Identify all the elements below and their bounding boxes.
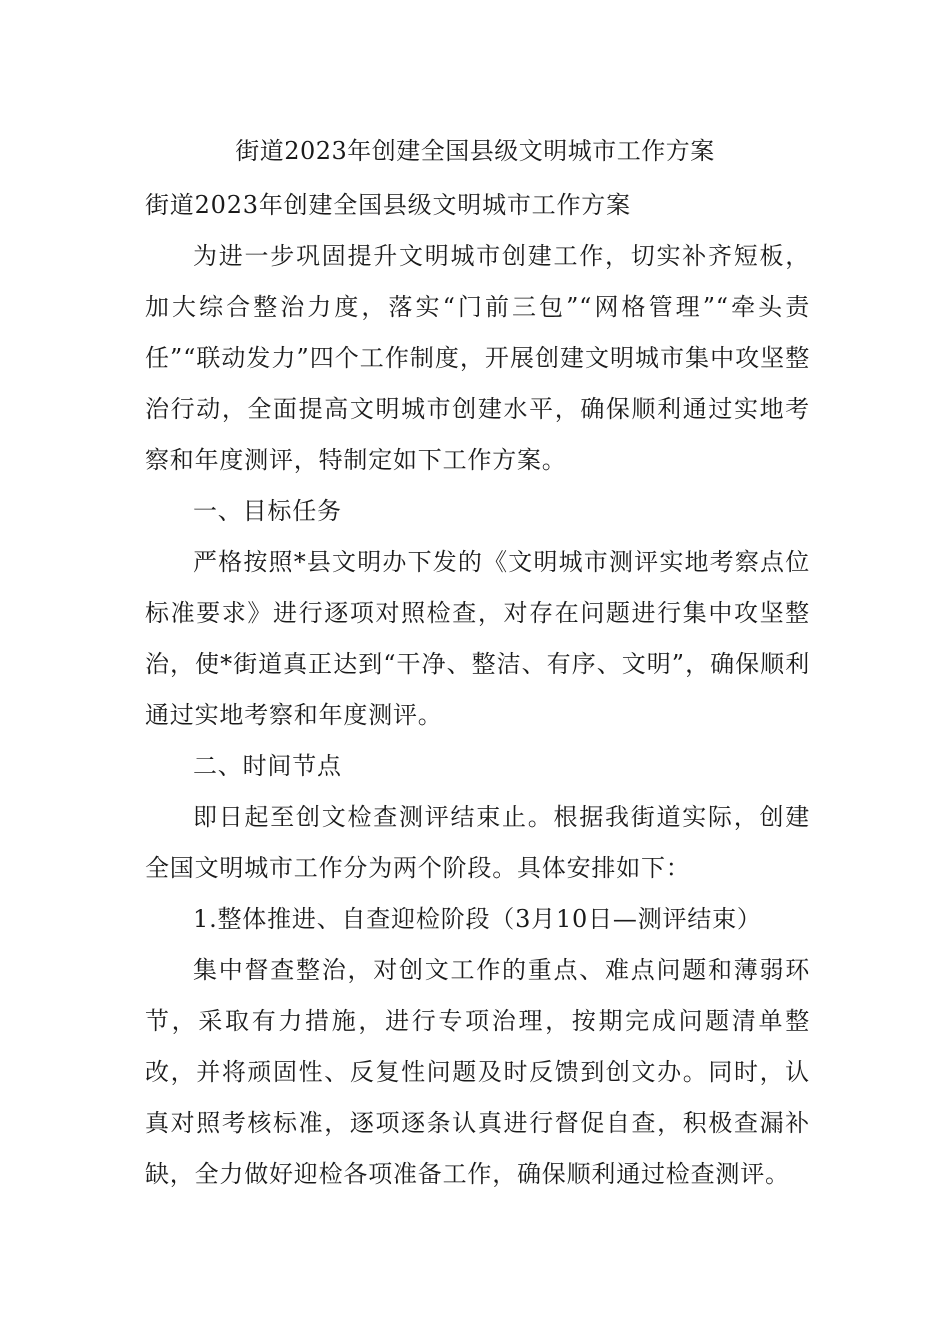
phase-heading-1: 1.整体推进、自查迎检阶段（3月10日—测评结束） (193, 905, 762, 933)
section-heading-goals: 一、目标任务 (193, 497, 342, 525)
timeline-paragraph: 即日起至创文检查测评结束止。根据我街道实际，创建全国文明城市工作分为两个阶段。具体安排如下： (145, 803, 810, 882)
intro-paragraph: 为进一步巩固提升文明城市创建工作，切实补齐短板，加大综合整治力度，落实“门前三包”“网格管理”“牵头责任”“联动发力”四个工作制度，开展创建文明城市集中攻坚整治行动，全面提高文明城市创建水平，确保顺利通过实地考察和年度测评，特制定如下工作方案。 (145, 242, 810, 474)
section-heading-timeline: 二、时间节点 (193, 752, 342, 780)
phase1-paragraph: 集中督查整治，对创文工作的重点、难点问题和薄弱环节，采取有力措施，进行专项治理，按期完成问题清单整改，并将顽固性、反复性问题及时反馈到创文办。同时，认真对照考核标准，逐项逐条认真进行督促自查，积极查漏补缺，全力做好迎检各项准备工作，确保顺利通过检查测评。 (145, 956, 810, 1188)
document-subtitle: 街道2023年创建全国县级文明城市工作方案 (145, 191, 631, 219)
goals-paragraph: 严格按照*县文明办下发的《文明城市测评实地考察点位标准要求》进行逐项对照检查，对存在问题进行集中攻坚整治，使*街道真正达到“干净、整洁、有序、文明”，确保顺利通过实地考察和年度测评。 (145, 548, 810, 729)
document-body (145, 180, 810, 1200)
document-title: 街道2023年创建全国县级文明城市工作方案 (235, 137, 715, 165)
